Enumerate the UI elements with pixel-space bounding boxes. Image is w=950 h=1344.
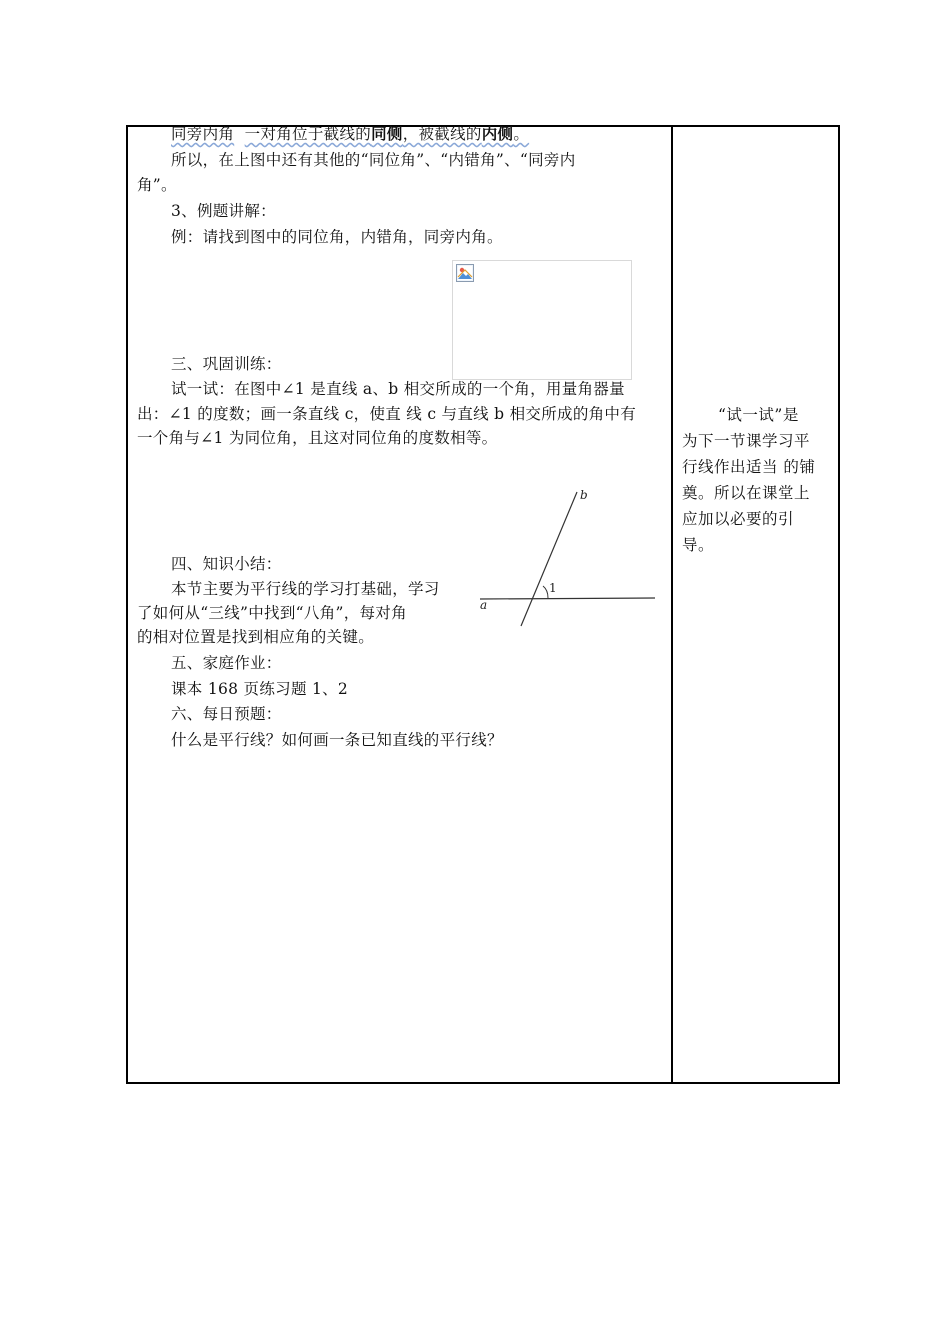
section-heading: 三、巩固训练：	[171, 355, 282, 373]
section-heading: 五、家庭作业：	[171, 654, 282, 672]
broken-image-placeholder	[452, 260, 632, 380]
note-line: 导。	[682, 536, 715, 554]
definition-end: 。	[513, 125, 530, 143]
definition-text-2: ，被截线的	[402, 125, 482, 143]
label-a: a	[480, 598, 488, 612]
term-same-side-interior: 同旁内角	[171, 125, 235, 143]
broken-image-icon	[456, 264, 474, 282]
label-b: b	[580, 488, 588, 502]
note-line: 应加以必要的引	[682, 510, 795, 528]
summary-line: 了如何从“三线”中找到“八角”，每对角	[137, 604, 407, 622]
note-line: “试一试”是	[718, 406, 799, 424]
definition-line	[171, 122, 529, 146]
section-heading: 3、例题讲解：	[171, 202, 276, 220]
summary-line: 的相对位置是找到相应角的关键。	[137, 628, 375, 646]
line-a	[480, 598, 655, 599]
section-heading: 六、每日预题：	[171, 705, 282, 723]
homework-line: 课本 168 页练习题 1、2	[171, 680, 349, 698]
note-line: 奠。所以在课堂上	[682, 484, 811, 502]
exercise-line: 出：∠1 的度数；画一条直线 c，使直 线 c 与直线 b 相交所成的角中有	[137, 405, 637, 423]
intersecting-lines-diagram	[476, 488, 660, 628]
angle-arc	[543, 586, 548, 598]
paragraph-line: 所以，在上图中还有其他的“同位角”、“内错角”、“同旁内	[171, 151, 576, 169]
preview-question: 什么是平行线？如何画一条已知直线的平行线？	[171, 731, 503, 749]
bold-same-side: 同侧	[371, 124, 403, 143]
section-heading: 四、知识小结：	[171, 555, 282, 573]
column-divider	[671, 125, 673, 1084]
note-line: 行线作出适当 的铺	[682, 458, 816, 476]
paragraph-line: 角”。	[137, 176, 177, 194]
line-b	[521, 492, 577, 626]
definition-text: 一对角位于截线的	[244, 125, 372, 143]
example-line: 例：请找到图中的同位角，内错角，同旁内角。	[171, 228, 503, 246]
exercise-line: 一个角与∠1 为同位角，且这对同位角的度数相等。	[137, 429, 498, 447]
note-line: 为下一节课学习平	[682, 432, 811, 450]
exercise-line: 试一试：在图中∠1 是直线 a、b 相交所成的一个角，用量角器量	[171, 380, 625, 398]
summary-line: 本节主要为平行线的学习打基础，学习	[171, 580, 440, 598]
bold-inside: 内侧	[481, 124, 514, 143]
angle-label: 1	[549, 581, 557, 595]
